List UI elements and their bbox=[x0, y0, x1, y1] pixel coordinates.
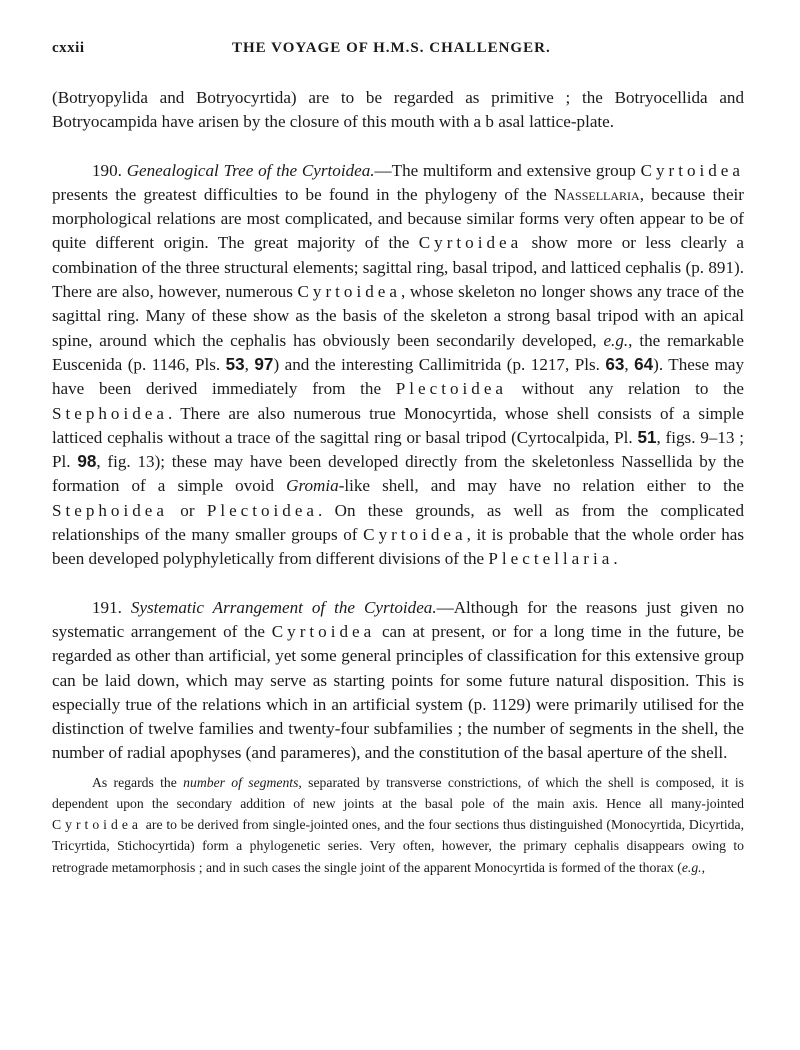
page-number: cxxii bbox=[52, 40, 85, 56]
small-print-paragraph: As regards the number of segments, separated by transverse constrictions, of which the shell is composed, it is dependent upon the secondary addition of new joints at the basal pole of the main axis. Hence all many-jointed Cyrtoidea are to be derived from single-jointed ones, and the four sections thus distinguished (Monocyrtida, Dicyrtida, Tricyrtida, Stichocyrtida) form a phylogenetic series. Very often, however, the primary cephalis disappears owing to retrograde metamorphosis ; and in such cases the single joint of the apparent Monocyrtida is formed of the thorax (e.g., bbox=[52, 774, 744, 875]
section-190-heading: Genealogical Tree of the Cyrtoidea. bbox=[126, 160, 375, 180]
plate-ref: 51 bbox=[637, 427, 657, 447]
section-191-number: 191. bbox=[92, 597, 131, 617]
plate-ref: 53 bbox=[225, 354, 245, 374]
intro-paragraph: (Botryopylida and Botryocyrtida) are to be regarded as primitive ; the Botryocellida and Botryocampida have arisen by the closure of this mouth with a b asal lattice-plate. bbox=[52, 88, 744, 132]
plate-ref: 64 bbox=[634, 354, 654, 374]
plate-ref: 98 bbox=[77, 452, 97, 472]
section-190-number: 190. bbox=[92, 160, 127, 180]
plate-ref: 97 bbox=[254, 354, 274, 374]
plate-ref: 63 bbox=[605, 354, 625, 374]
running-head bbox=[52, 40, 744, 68]
section-190-paragraph: 190. Genealogical Tree of the Cyrtoidea.—The multiform and extensive group Cyrtoidea presents the greatest difficulties to be found in the phylogeny of the Nassellaria, because their morphological relations are most complicated, and because similar forms very often appear to be of quite different origin. The great majority of the Cyrtoidea show more or less clearly a combination of the three structural elements; sagittal ring, basal tripod, and latticed cephalis (p. 891). There are also, however, numerous Cyrtoidea, whose skeleton no longer shows any trace of the sagittal ring. Many of these show as the basis of the skeleton a strong basal tripod with an apical spine, around which the cephalis has obviously been secondarily developed, e.g., the remarkable Euscenida (p. 1146, Pls. 53, 97) and the interesting Callimitrida (p. 1217, Pls. 63, 64). These may have been derived immediately from the Plectoidea without any relation to the Stephoidea. There are also numerous true Monocyrtida, whose shell consists of a simple latticed cephalis without a trace of the sagittal ring or basal tripod (Cyrtocalpida, Pl. 51, figs. 9–13 ; Pl. 98, fig. 13); these may have been developed directly from the skeletonless Nassellida by the formation of a simple ovoid Gromia-like shell, and may have no relation either to the Stephoidea or Plectoidea. On these grounds, as well as from the complicated relationships of the many smaller groups of Cyrtoidea, it is probable that the whole order has been developed polyphyletically from different divisions of the Plectellaria. bbox=[52, 160, 745, 569]
section-191-heading: Systematic Arrangement of the Cyrtoidea. bbox=[130, 597, 437, 617]
running-title: THE VOYAGE OF H.M.S. CHALLENGER. bbox=[232, 40, 551, 56]
section-191-paragraph: 191. Systematic Arrangement of the Cyrtoidea.—Although for the reasons just given no systematic arrangement of the Cyrtoidea can at present, or for a long time in the future, be regarded as other than artificial, yet some general principles of classification for this extensive group can be laid down, which may serve as starting points for some future natural disposition. This is especially true of the relations which in an artificial system (p. 1129) were primarily utilised for the distinction of twelve families and twenty-four subfamilies ; the number of segments in the shell, the number of radial apophyses (and parameres), and the constitution of the basal aperture of the shell. bbox=[52, 597, 744, 763]
page bbox=[52, 40, 744, 878]
